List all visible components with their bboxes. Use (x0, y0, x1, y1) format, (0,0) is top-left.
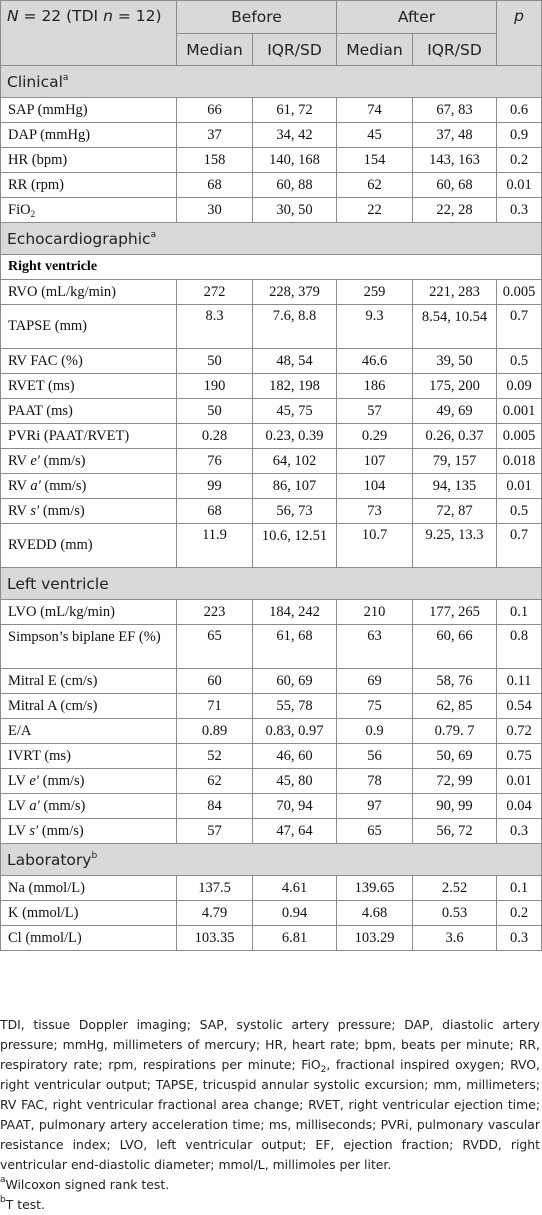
row-label: Mitral E (cm/s) (1, 669, 177, 694)
cell-before-iqr: 60, 88 (253, 173, 337, 198)
cell-after-iqr: 177, 265 (413, 600, 497, 625)
cell-before-iqr: 30, 50 (253, 198, 337, 223)
cell-after-median: 0.9 (337, 719, 413, 744)
cell-after-iqr: 56, 72 (413, 819, 497, 844)
header-before: Before (177, 1, 337, 34)
header-before-iqr: IQR/SD (253, 34, 337, 66)
cell-after-median: 10.7 (337, 524, 413, 568)
cell-before-median: 272 (177, 280, 253, 305)
row-label: RVO (mL/kg/min) (1, 280, 177, 305)
row-label: LV e′ (mm/s) (1, 769, 177, 794)
section-laboratory (1, 844, 542, 876)
table-row (1, 198, 542, 223)
cell-before-median: 4.79 (177, 901, 253, 926)
row-label: LV a′ (mm/s) (1, 794, 177, 819)
cell-before-median: 66 (177, 98, 253, 123)
cell-p-value: 0.9 (497, 123, 542, 148)
cell-after-median: 259 (337, 280, 413, 305)
cell-p-value: 0.3 (497, 819, 542, 844)
row-label: RV e′ (mm/s) (1, 449, 177, 474)
header-after: After (337, 1, 497, 34)
cell-after-median: 103.29 (337, 926, 413, 951)
cell-before-median: 99 (177, 474, 253, 499)
cell-after-median: 45 (337, 123, 413, 148)
row-label: Cl (mmol/L) (1, 926, 177, 951)
cell-before-iqr: 0.23, 0.39 (253, 424, 337, 449)
cell-after-iqr: 221, 283 (413, 280, 497, 305)
cell-after-median: 154 (337, 148, 413, 173)
cell-before-median: 60 (177, 669, 253, 694)
table-row (1, 794, 542, 819)
cell-before-iqr: 70, 94 (253, 794, 337, 819)
cell-p-value: 0.5 (497, 349, 542, 374)
cell-before-median: 37 (177, 123, 253, 148)
cell-before-median: 223 (177, 600, 253, 625)
subsection-right-ventricle-label: Right ventricle (1, 255, 542, 280)
cell-before-median: 65 (177, 625, 253, 669)
table-row (1, 819, 542, 844)
cell-after-median: 210 (337, 600, 413, 625)
cell-before-iqr: 61, 72 (253, 98, 337, 123)
table-row (1, 524, 542, 568)
cell-after-median: 56 (337, 744, 413, 769)
cell-after-median: 74 (337, 98, 413, 123)
table-row (1, 600, 542, 625)
row-label: HR (bpm) (1, 148, 177, 173)
cell-before-median: 190 (177, 374, 253, 399)
cell-before-iqr: 0.94 (253, 901, 337, 926)
cell-p-value: 0.001 (497, 399, 542, 424)
cell-before-median: 0.89 (177, 719, 253, 744)
cell-after-iqr: 9.25, 13.3 (413, 524, 497, 568)
header-p: p (497, 1, 542, 66)
cell-before-median: 84 (177, 794, 253, 819)
cell-before-iqr: 64, 102 (253, 449, 337, 474)
cell-after-median: 73 (337, 499, 413, 524)
section-clinical (1, 66, 542, 98)
cell-after-iqr: 72, 87 (413, 499, 497, 524)
cell-before-median: 8.3 (177, 305, 253, 349)
footnote-a: $^a$Wilcoxon signed rank test. (0, 1175, 170, 1192)
cell-p-value: 0.3 (497, 198, 542, 223)
cell-before-median: 158 (177, 148, 253, 173)
row-label: TAPSE (mm) (1, 305, 177, 349)
cell-after-median: 46.6 (337, 349, 413, 374)
table-row (1, 399, 542, 424)
cell-before-median: 11.9 (177, 524, 253, 568)
row-label: LV s′ (mm/s) (1, 819, 177, 844)
cell-after-median: 63 (337, 625, 413, 669)
cell-after-median: 65 (337, 819, 413, 844)
cell-after-median: 62 (337, 173, 413, 198)
cell-after-iqr: 79, 157 (413, 449, 497, 474)
cell-after-iqr: 49, 69 (413, 399, 497, 424)
row-label: RVEDD (mm) (1, 524, 177, 568)
section-echocardiographic-label: Echocardiographic$^a$ (1, 223, 542, 255)
row-label: Mitral A (cm/s) (1, 694, 177, 719)
cell-p-value: 0.01 (497, 173, 542, 198)
cell-before-iqr: 0.83, 0.97 (253, 719, 337, 744)
table-row (1, 173, 542, 198)
cell-after-iqr: 37, 48 (413, 123, 497, 148)
cell-p-value: 0.75 (497, 744, 542, 769)
footnote-b: $^b$T test. (0, 1195, 45, 1212)
table-row (1, 424, 542, 449)
cell-before-iqr: 55, 78 (253, 694, 337, 719)
cell-after-median: 75 (337, 694, 413, 719)
cell-p-value: 0.1 (497, 600, 542, 625)
cell-p-value: 0.2 (497, 901, 542, 926)
row-label: SAP (mmHg) (1, 98, 177, 123)
table-row (1, 98, 542, 123)
cell-before-median: 68 (177, 173, 253, 198)
cell-before-iqr: 61, 68 (253, 625, 337, 669)
cell-p-value: 0.5 (497, 499, 542, 524)
cell-before-median: 76 (177, 449, 253, 474)
cell-p-value: 0.01 (497, 474, 542, 499)
cell-after-median: 9.3 (337, 305, 413, 349)
section-left-ventricle-label: Left ventricle (1, 568, 542, 600)
table-row (1, 669, 542, 694)
cell-before-iqr: 45, 80 (253, 769, 337, 794)
table-row (1, 769, 542, 794)
cell-before-iqr: 140, 168 (253, 148, 337, 173)
table-row (1, 123, 542, 148)
table-row (1, 449, 542, 474)
cell-after-iqr: 0.26, 0.37 (413, 424, 497, 449)
cell-before-iqr: 184, 242 (253, 600, 337, 625)
cell-after-iqr: 0.53 (413, 901, 497, 926)
row-label: PAAT (ms) (1, 399, 177, 424)
cell-before-median: 57 (177, 819, 253, 844)
row-label: IVRT (ms) (1, 744, 177, 769)
cell-after-iqr: 90, 99 (413, 794, 497, 819)
cell-p-value: 0.54 (497, 694, 542, 719)
cell-p-value: 0.8 (497, 625, 542, 669)
cell-after-median: 69 (337, 669, 413, 694)
cell-after-iqr: 60, 68 (413, 173, 497, 198)
cell-p-value: 0.005 (497, 280, 542, 305)
cell-after-iqr: 8.54, 10.54 (413, 305, 497, 349)
cell-before-median: 68 (177, 499, 253, 524)
table-row (1, 349, 542, 374)
cell-p-value: 0.11 (497, 669, 542, 694)
cell-p-value: 0.01 (497, 769, 542, 794)
cell-before-iqr: 182, 198 (253, 374, 337, 399)
cell-before-iqr: 34, 42 (253, 123, 337, 148)
cell-after-median: 97 (337, 794, 413, 819)
header-n: N = 22 (TDI n = 12) (1, 1, 177, 66)
cell-after-median: 22 (337, 198, 413, 223)
cell-before-median: 103.35 (177, 926, 253, 951)
cell-after-iqr: 175, 200 (413, 374, 497, 399)
row-label: K (mmol/L) (1, 901, 177, 926)
cell-before-median: 50 (177, 349, 253, 374)
table-footnotes (0, 1015, 540, 1215)
cell-after-iqr: 58, 76 (413, 669, 497, 694)
cell-before-iqr: 228, 379 (253, 280, 337, 305)
cell-before-iqr: 48, 54 (253, 349, 337, 374)
cell-after-iqr: 50, 69 (413, 744, 497, 769)
cell-after-median: 78 (337, 769, 413, 794)
table-row (1, 499, 542, 524)
header-before-median: Median (177, 34, 253, 66)
table-row (1, 901, 542, 926)
row-label: RV s′ (mm/s) (1, 499, 177, 524)
table-row (1, 694, 542, 719)
cell-before-iqr: 4.61 (253, 876, 337, 901)
table-row (1, 280, 542, 305)
cell-before-iqr: 7.6, 8.8 (253, 305, 337, 349)
row-label: E/A (1, 719, 177, 744)
row-label: LVO (mL/kg/min) (1, 600, 177, 625)
cell-p-value: 0.005 (497, 424, 542, 449)
cell-after-median: 0.29 (337, 424, 413, 449)
section-echocardiographic (1, 223, 542, 255)
cell-after-iqr: 143, 163 (413, 148, 497, 173)
cell-after-iqr: 39, 50 (413, 349, 497, 374)
table-row (1, 876, 542, 901)
cell-after-median: 107 (337, 449, 413, 474)
table-row (1, 719, 542, 744)
cell-after-median: 57 (337, 399, 413, 424)
cell-before-iqr: 86, 107 (253, 474, 337, 499)
section-clinical-label: Clinical$^a$ (1, 66, 542, 98)
cell-after-iqr: 62, 85 (413, 694, 497, 719)
cell-p-value: 0.72 (497, 719, 542, 744)
cell-after-iqr: 0.79. 7 (413, 719, 497, 744)
cell-before-iqr: 47, 64 (253, 819, 337, 844)
header-after-iqr: IQR/SD (413, 34, 497, 66)
cell-before-iqr: 6.81 (253, 926, 337, 951)
row-label: DAP (mmHg) (1, 123, 177, 148)
table-row (1, 926, 542, 951)
cell-after-iqr: 22, 28 (413, 198, 497, 223)
table-row (1, 305, 542, 349)
table-row (1, 744, 542, 769)
subsection-right-ventricle (1, 255, 542, 280)
cell-p-value: 0.7 (497, 305, 542, 349)
cell-p-value: 0.04 (497, 794, 542, 819)
table-row (1, 148, 542, 173)
abbreviations-note: TDI, tissue Doppler imaging; SAP, systolic artery pressure; DAP, diastolic artery pressure; mmHg, millimeters of mercury; HR, heart rate; bpm, beats per minute; RR, respiratory rate; rpm, respirations per minute; FiO$_2$, fractional inspired oxygen; RVO, right ventricular output; TAPSE, tricuspid annular systolic excursion; mm, millimeters; RV FAC, right ventricular fractional area change; RVET, right ventricular ejection time; PAAT, pulmonary artery acceleration time; ms, milliseconds; PVRi, pulmonary vascular resistance index; LVO, left ventricular output; EF, ejection fraction; RVDD, right ventricular end-diastolic diameter; mmol/L, millimoles per liter. (0, 1017, 540, 1172)
cell-after-iqr: 3.6 (413, 926, 497, 951)
cell-before-median: 30 (177, 198, 253, 223)
row-label: Simpson’s biplane EF (%) (1, 625, 177, 669)
cell-after-median: 139.65 (337, 876, 413, 901)
section-laboratory-label: Laboratory$^b$ (1, 844, 542, 876)
cell-after-iqr: 72, 99 (413, 769, 497, 794)
cell-p-value: 0.1 (497, 876, 542, 901)
row-label: RV FAC (%) (1, 349, 177, 374)
cell-after-iqr: 94, 135 (413, 474, 497, 499)
cell-before-iqr: 60, 69 (253, 669, 337, 694)
cell-after-iqr: 2.52 (413, 876, 497, 901)
cell-after-iqr: 67, 83 (413, 98, 497, 123)
cell-before-median: 52 (177, 744, 253, 769)
cell-before-median: 50 (177, 399, 253, 424)
cell-p-value: 0.018 (497, 449, 542, 474)
cell-after-median: 104 (337, 474, 413, 499)
row-label: RR (rpm) (1, 173, 177, 198)
cell-before-median: 62 (177, 769, 253, 794)
cell-before-median: 0.28 (177, 424, 253, 449)
cell-before-iqr: 46, 60 (253, 744, 337, 769)
row-label: PVRi (PAAT/RVET) (1, 424, 177, 449)
row-label: FiO$_2$ (1, 198, 177, 223)
cell-p-value: 0.7 (497, 524, 542, 568)
section-left-ventricle (1, 568, 542, 600)
table-row (1, 474, 542, 499)
cell-p-value: 0.09 (497, 374, 542, 399)
table-row (1, 625, 542, 669)
cell-before-iqr: 45, 75 (253, 399, 337, 424)
row-label: RVET (ms) (1, 374, 177, 399)
header-after-median: Median (337, 34, 413, 66)
cell-after-median: 186 (337, 374, 413, 399)
cell-p-value: 0.2 (497, 148, 542, 173)
cell-before-median: 71 (177, 694, 253, 719)
cell-after-iqr: 60, 66 (413, 625, 497, 669)
table-row (1, 374, 542, 399)
cell-before-median: 137.5 (177, 876, 253, 901)
row-label: Na (mmol/L) (1, 876, 177, 901)
cell-p-value: 0.6 (497, 98, 542, 123)
cell-before-iqr: 10.6, 12.51 (253, 524, 337, 568)
row-label: RV a′ (mm/s) (1, 474, 177, 499)
cell-after-median: 4.68 (337, 901, 413, 926)
cell-p-value: 0.3 (497, 926, 542, 951)
cell-before-iqr: 56, 73 (253, 499, 337, 524)
